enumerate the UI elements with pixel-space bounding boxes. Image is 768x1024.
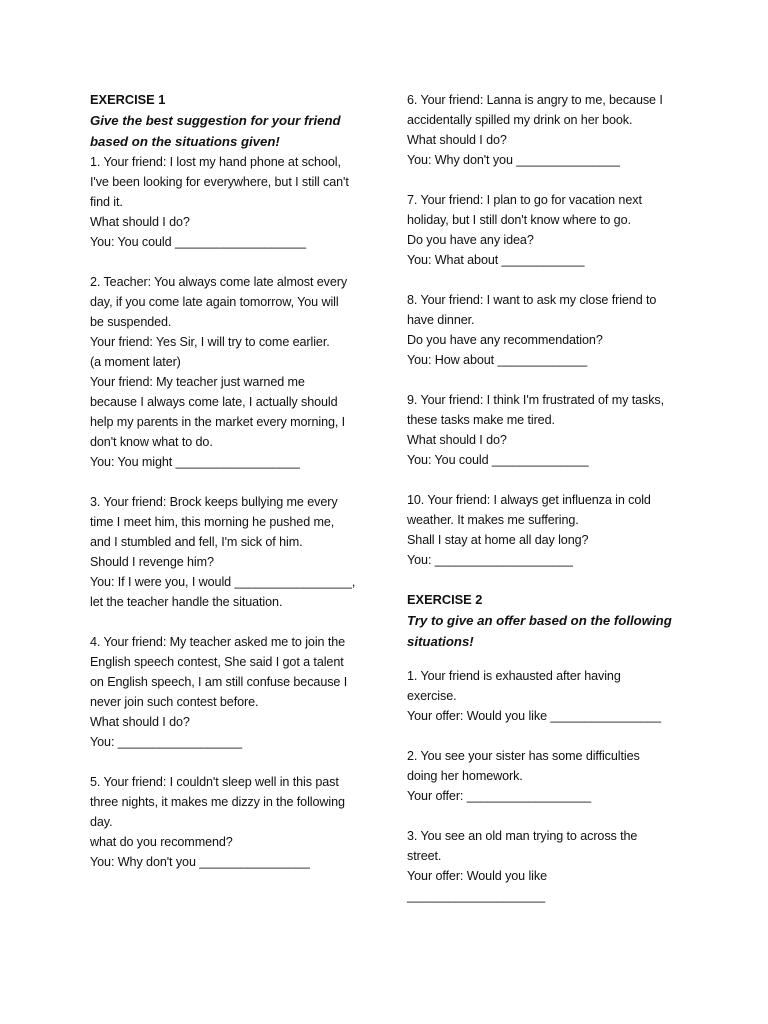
question-9 [407,390,697,470]
exercise-1-instruction-line-1: Give the best suggestion for your friend [90,113,341,128]
q9-answer-line: You: You could ______________ [407,453,589,467]
q4-line: What should I do? [90,715,190,729]
q3-answer-line: You: If I were you, I would _________________, [90,575,356,589]
e2q1-answer-line: Your offer: Would you like ________________ [407,709,661,723]
exercise-2-instruction-line-2: situations! [407,634,474,649]
q7-line: 7. Your friend: I plan to go for vacation next [407,193,642,207]
q9-line: 9. Your friend: I think I'm frustrated of my tasks, [407,393,664,407]
q6-line: 6. Your friend: Lanna is angry to me, because I [407,93,663,107]
question-3 [90,492,380,612]
e2q3-answer-line: ____________________ [407,889,546,903]
q3-line: and I stumbled and fell, I'm sick of him. [90,535,303,549]
q4-line: never join such contest before. [90,695,259,709]
exercise-1-instruction-line-2: based on the situations given! [90,134,280,149]
q2-line: 2. Teacher: You always come late almost every [90,275,348,289]
q5-line: 5. Your friend: I couldn't sleep well in this past [90,775,339,789]
e2q2-answer-line: Your offer: __________________ [407,789,591,803]
q3-line: let the teacher handle the situation. [90,595,283,609]
q9-line: What should I do? [407,433,507,447]
q7-line: holiday, but I still don't know where to go. [407,213,631,227]
q8-line: Do you have any recommendation? [407,333,603,347]
q4-answer-line: You: __________________ [90,735,243,749]
q5-line: day. [90,815,113,829]
q10-line: weather. It makes me suffering. [407,513,579,527]
exercise-1-heading: EXERCISE 1 [90,92,166,107]
exercise-2-question-1 [407,666,697,726]
q8-line: have dinner. [407,313,475,327]
question-8 [407,290,697,370]
e2q3-line: 3. You see an old man trying to across the [407,829,638,843]
q3-line: Should I revenge him? [90,555,214,569]
question-1 [90,152,380,252]
q8-answer-line: You: How about _____________ [407,353,588,367]
q2-line: (a moment later) [90,355,181,369]
left-column [90,90,380,872]
q2-line: because I always come late, I actually should [90,395,338,409]
q2-line: don't know what to do. [90,435,213,449]
question-5 [90,772,380,872]
exercise-2-instruction-line-1: Try to give an offer based on the following [407,613,672,628]
q10-line: 10. Your friend: I always get influenza in cold [407,493,651,507]
question-7 [407,190,697,270]
question-10 [407,490,697,570]
q5-line: what do you recommend? [90,835,233,849]
q4-line: English speech contest, She said I got a talent [90,655,344,669]
q7-answer-line: You: What about ____________ [407,253,585,267]
q4-line: 4. Your friend: My teacher asked me to join the [90,635,346,649]
q6-line: accidentally spilled my drink on her book. [407,113,633,127]
exercise-2-question-3 [407,826,697,906]
e2q3-line: Your offer: Would you like [407,869,547,883]
q1-line: I've been looking for everywhere, but I still can't [90,175,349,189]
q2-line: help my parents in the market every morning, I [90,415,346,429]
q5-answer-line: You: Why don't you ________________ [90,855,310,869]
q2-line: Your friend: My teacher just warned me [90,375,305,389]
q2-answer-line: You: You might __________________ [90,455,300,469]
q8-line: 8. Your friend: I want to ask my close friend to [407,293,657,307]
question-6 [407,90,697,170]
q4-line: on English speech, I am still confuse because I [90,675,348,689]
e2q2-line: doing her homework. [407,769,523,783]
q2-line: Your friend: Yes Sir, I will try to come earlier. [90,335,330,349]
exercise-2-heading: EXERCISE 2 [407,592,483,607]
exercise-2-question-2 [407,746,697,806]
q5-line: three nights, it makes me dizzy in the following [90,795,345,809]
q1-answer-line: You: You could ___________________ [90,235,307,249]
q7-line: Do you have any idea? [407,233,534,247]
right-column [407,90,697,906]
q1-line: What should I do? [90,215,190,229]
e2q1-line: 1. Your friend is exhausted after having [407,669,621,683]
q2-line: be suspended. [90,315,172,329]
q1-line: 1. Your friend: I lost my hand phone at school, [90,155,341,169]
e2q3-line: street. [407,849,442,863]
q3-line: 3. Your friend: Brock keeps bullying me every [90,495,338,509]
q2-line: day, if you come late again tomorrow, You will [90,295,339,309]
q3-line: time I meet him, this morning he pushed me, [90,515,335,529]
q6-answer-line: You: Why don't you _______________ [407,153,620,167]
question-2 [90,272,380,472]
q1-line: find it. [90,195,123,209]
q6-line: What should I do? [407,133,507,147]
q10-answer-line: You: ____________________ [407,553,573,567]
e2q1-line: exercise. [407,689,457,703]
q10-line: Shall I stay at home all day long? [407,533,589,547]
question-4 [90,632,380,752]
q9-line: these tasks make me tired. [407,413,555,427]
e2q2-line: 2. You see your sister has some difficulties [407,749,640,763]
